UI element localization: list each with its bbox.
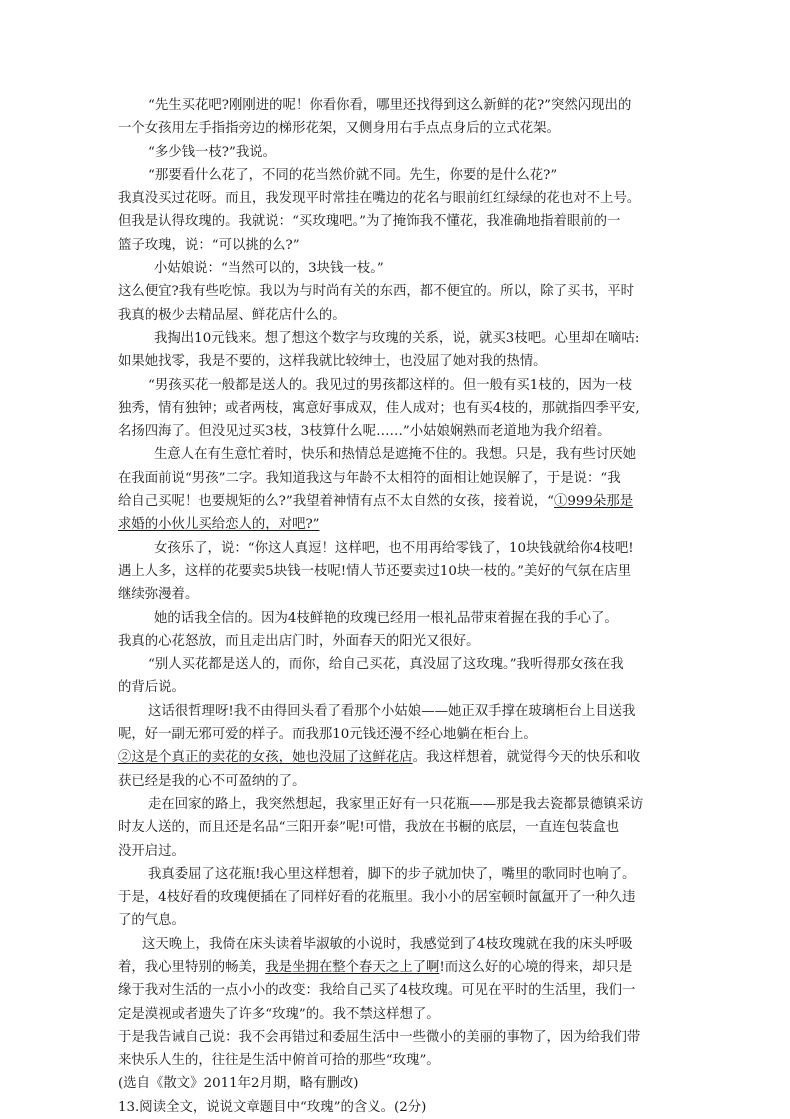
text-run: !而这么好的心境的得来，却只是 (439, 959, 633, 975)
text-run: 这话很哲理呀!我不由得回头看了看那个小姑娘——她正双手撑在玻璃柜台上目送我 (148, 703, 636, 719)
text-line (118, 793, 678, 816)
text-run: 。我这样想着，就觉得今天的快乐和收 (412, 750, 641, 766)
underlined-text: ②这是个真正的卖花的女孩，她也没屈了这鲜花店 (118, 750, 413, 766)
text-run: 来快乐人生的，往往是生活中俯首可拾的那些“玫瑰”。 (118, 1053, 440, 1069)
text-run: 继续弥漫着。 (118, 587, 199, 603)
text-run: 女孩乐了，说：“你这人真逗！这样吧，也不用再给零钱了，10块钱就给你4枝吧! (154, 540, 634, 556)
text-run: “先生买花吧?刚刚进的呢！你看你看，哪里还找得到这么新鲜的花?”突然闪现出的 (148, 98, 632, 113)
text-run: 她的话我全信的。因为4枝鲜艳的玫瑰已经用一根礼品带束着握在我的手心了。 (154, 610, 618, 626)
text-line (118, 327, 678, 350)
text-run: 小姑娘说：“当然可以的，3块钱一枝。” (154, 261, 384, 277)
text-line (118, 583, 678, 606)
text-run: 遇上人多，这样的花要卖5块钱一枝呢!情人节还要卖过10块一枝的。”美好的气氛在店里 (118, 563, 632, 579)
text-run: 生意人在有生意忙着时，快乐和热情总是遮掩不住的。我想。只是，我有些讨厌她 (154, 447, 637, 463)
text-line (118, 909, 678, 932)
text-run: 这么便宜?我有些吃惊。我以为与时尚有关的东西，都不便宜的。所以，除了买书，平时 (118, 284, 635, 300)
text-run: 名扬四海了。但没见过买3枝，3枝算什么呢……”小姑娘娴熟而老道地为我介绍着。 (118, 424, 611, 440)
text-line (118, 141, 678, 164)
text-line (118, 257, 678, 280)
text-run: 如果她找零，我是不要的，这样我就比较绅士，也没屈了她对我的热情。 (118, 354, 547, 370)
text-line (118, 537, 678, 560)
text-line (118, 397, 678, 420)
text-line (118, 840, 678, 863)
text-run: “多少钱一枝?”我说。 (148, 144, 276, 160)
text-line (118, 979, 678, 1002)
text-line (118, 933, 678, 956)
text-line (118, 653, 678, 676)
text-line (118, 770, 678, 793)
text-line (118, 863, 678, 886)
text-run: 我真委屈了这花瓶!我心里这样想着，脚下的步子就加快了，嘴里的歌同时也响了。 (148, 866, 636, 882)
text-run: 我掏出10元钱来。想了想这个数字与玫瑰的关系，说，就买3枝吧。心里却在嘀咕: (154, 330, 640, 346)
text-run: 我真的极少去精品屋、鲜花店什么的。 (118, 307, 346, 323)
article-body (118, 94, 678, 1119)
text-run: 这天晚上，我倚在床头读着毕淑敏的小说时，我感觉到了4枝玫瑰就在我的床头呼吸 (142, 936, 633, 952)
text-line (118, 886, 678, 909)
text-run: 走在回家的路上，我突然想起，我家里正好有一只花瓶——那是我去瓷都景德镇采访 (148, 796, 644, 812)
text-line (118, 746, 678, 769)
text-run: “男孩买花一般都是送人的。我见过的男孩都这样的。但一般有买1枝的，因为一枝 (148, 377, 633, 393)
text-line (118, 490, 678, 513)
text-run: (选自《散文》2011年2月期，略有删改) (118, 1076, 359, 1092)
text-run: 呢，好一副无邪可爱的样子。而我那10元钱还漫不经心地躺在柜台上。 (118, 727, 537, 743)
text-run: “别人买花都是送人的，而你，给自己买花，真没屈了这玫瑰。”我听得那女孩在我 (148, 657, 624, 673)
text-line (118, 280, 678, 303)
underlined-text: 我是坐拥在整个春天之上了啊 (265, 959, 440, 975)
text-line (118, 816, 678, 839)
text-run: 定是漠视或者遗失了许多“玫瑰”的。我不禁这样想了。 (118, 1006, 440, 1022)
text-line (118, 304, 678, 327)
text-line (118, 1026, 678, 1049)
text-line (118, 350, 678, 373)
text-line (118, 94, 678, 117)
text-line (118, 1096, 678, 1119)
text-run: 13.阅读全文，说说文章题目中“玫瑰”的含义。(2分) (118, 1099, 427, 1115)
text-run: 了的气息。 (118, 913, 185, 929)
text-run: 缘于我对生活的一点小小的改变：我给自己买了4枝玫瑰。可见在平时的生活里，我们一 (118, 983, 636, 999)
text-run: 一个女孩用左手指指旁边的梯形花架，又侧身用右手点点身后的立式花架。 (118, 121, 560, 137)
text-line (118, 443, 678, 466)
text-run: 我真没买过花呀。而且，我发现平时常挂在嘴边的花名与眼前红红绿绿的花也对不上号。 (118, 191, 641, 207)
text-line (118, 630, 678, 653)
text-line (118, 676, 678, 699)
text-run: 独秀，情有独钟；或者两枝，寓意好事成双，佳人成对；也有买4枝的，那就指四季平安, (118, 400, 640, 416)
text-line (118, 187, 678, 210)
text-run: 在我面前说“男孩”二字。我知道我这与年龄不太相符的面相让她误解了，于是说：“我 (118, 470, 621, 486)
text-line (118, 234, 678, 257)
underlined-text: 求婚的小伙儿买给恋人的，对吧?” (118, 517, 320, 533)
text-run: 时友人送的，而且还是名品“三阳开泰”呢!可惜，我放在书橱的底层，一直连包装盒也 (118, 820, 620, 836)
text-line (118, 374, 678, 397)
text-run: 但我是认得玫瑰的。我就说：“买玫瑰吧。”为了掩饰我不懂花，我准确地指着眼前的一 (118, 214, 621, 230)
text-run: 着，我心里特别的畅美， (118, 959, 266, 975)
underlined-text: ①999朵那是 (553, 494, 634, 510)
text-line (118, 700, 678, 723)
text-run: 于是，4枝好看的玫瑰便插在了同样好看的花瓶里。我小小的居室顿时氤氲开了一种久违 (118, 890, 636, 906)
text-run: 没开启过。 (118, 843, 185, 859)
text-run: 于是我告诫自己说：我不会再错过和委屈生活中一些微小的美丽的事物了，因为给我们带 (118, 1029, 641, 1045)
text-run: 篮子玫瑰，说：“可以挑的么?” (118, 237, 300, 253)
text-run: “那要看什么花了，不同的花当然价就不同。先生，你要的是什么花?” (148, 167, 558, 183)
text-line (118, 420, 678, 443)
text-line (118, 1049, 678, 1072)
text-line (118, 164, 678, 187)
text-line (118, 117, 678, 140)
text-line (118, 723, 678, 746)
text-line (118, 513, 678, 536)
text-line (118, 1003, 678, 1026)
text-line (118, 1072, 678, 1095)
text-line (118, 467, 678, 490)
text-run: 的背后说。 (118, 680, 185, 696)
text-line (118, 560, 678, 583)
text-run: 获已经是我的心不可盈纳的了。 (118, 773, 306, 789)
text-line (118, 607, 678, 630)
text-line (118, 956, 678, 979)
text-run: 给自己买呢！也要规矩的么?”我望着神情有点不太自然的女孩，接着说，“ (118, 494, 554, 510)
text-line (118, 210, 678, 233)
text-run: 我真的心花怒放，而且走出店门时，外面春天的阳光又很好。 (118, 633, 480, 649)
